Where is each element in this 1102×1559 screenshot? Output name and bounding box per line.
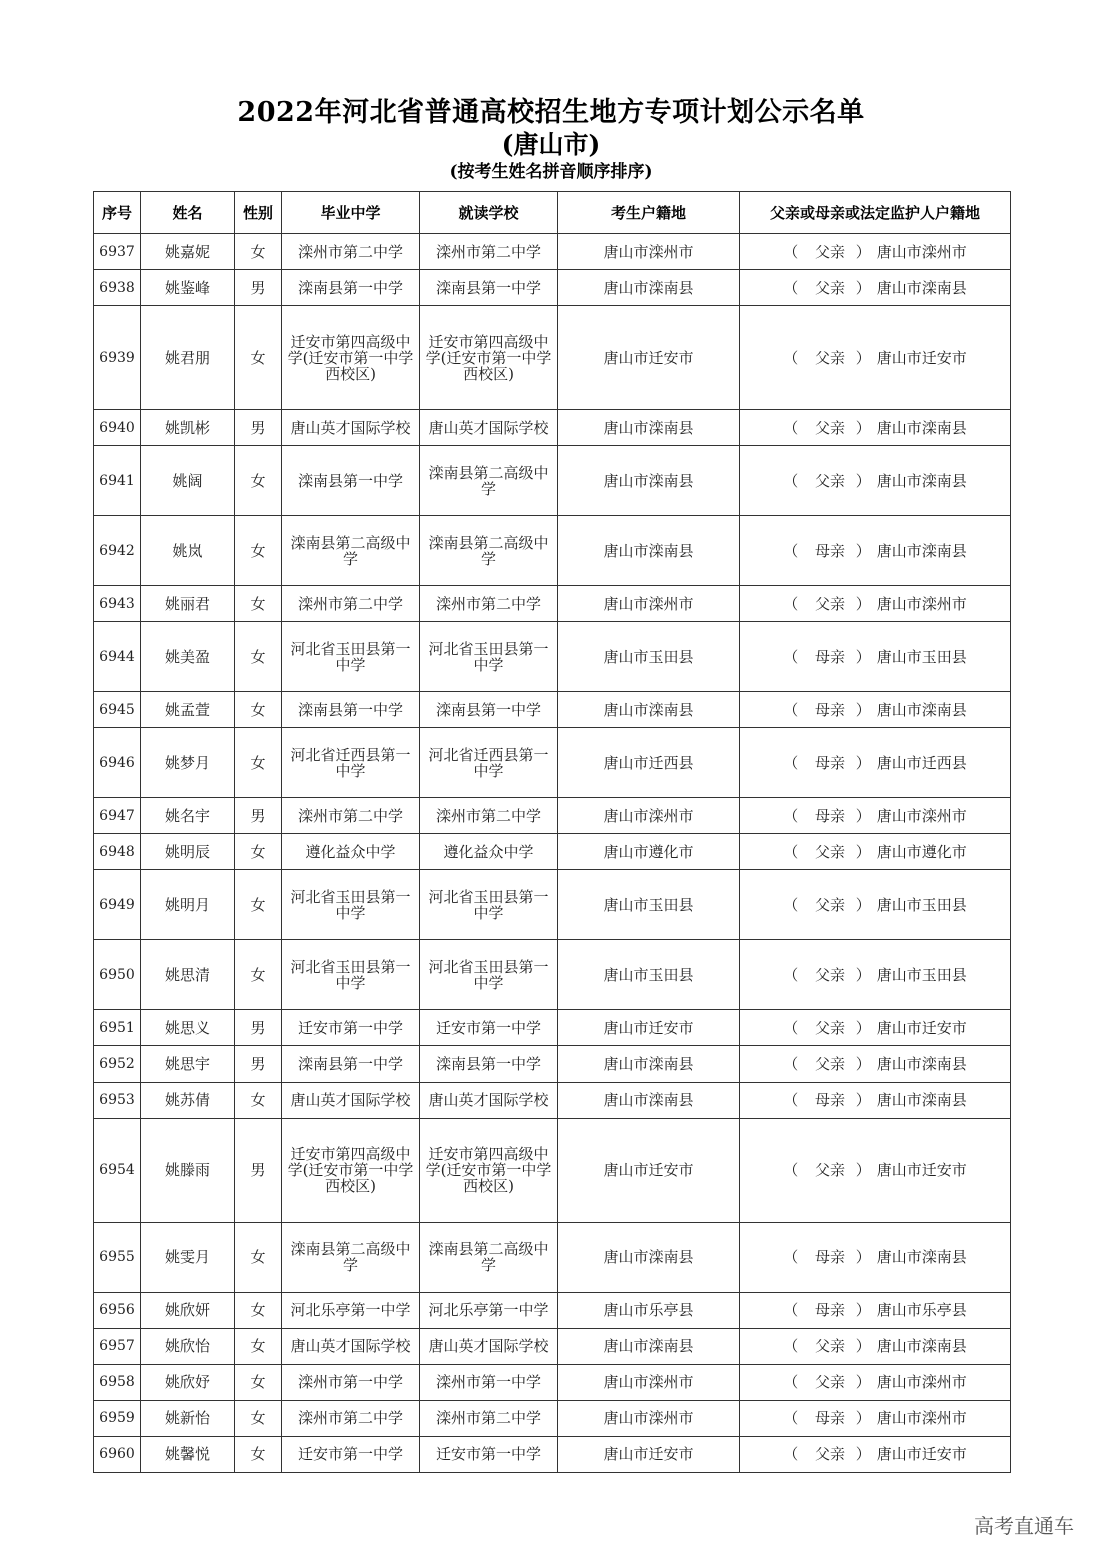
cell-hukou: 唐山市迁安市 xyxy=(558,1010,740,1046)
cell-current-school: 滦州市第二中学 xyxy=(420,798,558,834)
cell-grad-school: 迁安市第四高级中学(迁安市第一中学西校区) xyxy=(282,306,420,410)
cell-hukou: 唐山市滦州市 xyxy=(558,234,740,270)
guardian-location: 唐山市遵化市 xyxy=(876,842,967,861)
guardian-relation: 母亲 xyxy=(814,700,845,719)
cell-name: 姚名宇 xyxy=(141,798,235,834)
cell-name: 姚梦月 xyxy=(141,728,235,798)
city-subtitle: (唐山市) xyxy=(501,130,601,159)
cell-guardian-hukou: （ 父亲 ）唐山市滦州市 xyxy=(740,234,1011,270)
guardian-relation: 父亲 xyxy=(814,278,845,297)
table-row xyxy=(94,692,1011,728)
cell-seq: 6943 xyxy=(94,586,141,622)
cell-current-school: 河北省迁西县第一中学 xyxy=(420,728,558,798)
cell-hukou: 唐山市滦南县 xyxy=(558,516,740,586)
table-row xyxy=(94,1292,1011,1328)
cell-gender: 女 xyxy=(235,1436,282,1472)
table-row xyxy=(94,622,1011,692)
cell-name: 姚欣妍 xyxy=(141,1292,235,1328)
cell-seq: 6955 xyxy=(94,1222,141,1292)
cell-grad-school: 迁安市第一中学 xyxy=(282,1010,420,1046)
cell-grad-school: 滦南县第二高级中学 xyxy=(282,516,420,586)
cell-grad-school: 滦州市第二中学 xyxy=(282,234,420,270)
cell-name: 姚丽君 xyxy=(141,586,235,622)
cell-grad-school: 滦州市第一中学 xyxy=(282,1364,420,1400)
cell-current-school: 滦南县第一中学 xyxy=(420,692,558,728)
cell-guardian-hukou: （ 母亲 ）唐山市迁西县 xyxy=(740,728,1011,798)
cell-guardian-hukou: （ 父亲 ）唐山市迁安市 xyxy=(740,1436,1011,1472)
cell-hukou: 唐山市滦州市 xyxy=(558,1400,740,1436)
table-row xyxy=(94,446,1011,516)
table-row xyxy=(94,1328,1011,1364)
table-row xyxy=(94,1400,1011,1436)
cell-grad-school: 滦州市第二中学 xyxy=(282,586,420,622)
guardian-location: 唐山市玉田县 xyxy=(876,895,967,914)
cell-name: 姚孟萱 xyxy=(141,692,235,728)
cell-hukou: 唐山市滦南县 xyxy=(558,1046,740,1082)
cell-seq: 6939 xyxy=(94,306,141,410)
cell-guardian-hukou: （ 父亲 ）唐山市滦州市 xyxy=(740,586,1011,622)
cell-name: 姚明月 xyxy=(141,870,235,940)
guardian-location: 唐山市滦南县 xyxy=(876,541,967,560)
cell-gender: 女 xyxy=(235,1292,282,1328)
guardian-relation: 母亲 xyxy=(814,1091,845,1110)
cell-grad-school: 河北乐亭第一中学 xyxy=(282,1292,420,1328)
cell-gender: 女 xyxy=(235,940,282,1010)
col-header-gender: 性别 xyxy=(235,192,282,234)
cell-current-school: 滦州市第一中学 xyxy=(420,1364,558,1400)
cell-seq: 6960 xyxy=(94,1436,141,1472)
cell-hukou: 唐山市遵化市 xyxy=(558,834,740,870)
guardian-location: 唐山市滦南县 xyxy=(876,278,967,297)
cell-hukou: 唐山市滦南县 xyxy=(558,446,740,516)
cell-grad-school: 唐山英才国际学校 xyxy=(282,1328,420,1364)
col-header-guardian-hukou: 父亲或母亲或法定监护人户籍地 xyxy=(740,192,1011,234)
cell-current-school: 遵化益众中学 xyxy=(420,834,558,870)
roster-table xyxy=(93,191,1011,1473)
col-header-grad-school: 毕业中学 xyxy=(282,192,420,234)
cell-guardian-hukou: （ 父亲 ）唐山市迁安市 xyxy=(740,1118,1011,1222)
cell-gender: 女 xyxy=(235,728,282,798)
table-row xyxy=(94,1046,1011,1082)
cell-guardian-hukou: （ 父亲 ）唐山市玉田县 xyxy=(740,870,1011,940)
cell-hukou: 唐山市滦州市 xyxy=(558,798,740,834)
cell-grad-school: 河北省玉田县第一中学 xyxy=(282,622,420,692)
guardian-location: 唐山市玉田县 xyxy=(876,965,967,984)
cell-name: 姚美盈 xyxy=(141,622,235,692)
cell-name: 姚欣怡 xyxy=(141,1328,235,1364)
guardian-relation: 母亲 xyxy=(814,541,845,560)
cell-guardian-hukou: （ 母亲 ）唐山市滦南县 xyxy=(740,1222,1011,1292)
guardian-location: 唐山市迁安市 xyxy=(876,1445,967,1464)
col-header-seq: 序号 xyxy=(94,192,141,234)
guardian-location: 唐山市滦州市 xyxy=(876,1409,967,1428)
table-row xyxy=(94,586,1011,622)
cell-guardian-hukou: （ 父亲 ）唐山市滦州市 xyxy=(740,1364,1011,1400)
cell-guardian-hukou: （ 母亲 ）唐山市滦州市 xyxy=(740,798,1011,834)
cell-guardian-hukou: （ 父亲 ）唐山市滦南县 xyxy=(740,270,1011,306)
guardian-location: 唐山市滦州市 xyxy=(876,1373,967,1392)
guardian-location: 唐山市玉田县 xyxy=(876,647,967,666)
cell-hukou: 唐山市迁安市 xyxy=(558,1436,740,1472)
cell-gender: 女 xyxy=(235,446,282,516)
guardian-relation: 父亲 xyxy=(814,1018,845,1037)
cell-seq: 6956 xyxy=(94,1292,141,1328)
cell-hukou: 唐山市滦南县 xyxy=(558,410,740,446)
cell-hukou: 唐山市滦州市 xyxy=(558,586,740,622)
cell-guardian-hukou: （ 母亲 ）唐山市滦州市 xyxy=(740,1400,1011,1436)
guardian-location: 唐山市滦南县 xyxy=(876,1054,967,1073)
cell-gender: 女 xyxy=(235,834,282,870)
table-row xyxy=(94,410,1011,446)
cell-name: 姚岚 xyxy=(141,516,235,586)
cell-grad-school: 唐山英才国际学校 xyxy=(282,1082,420,1118)
guardian-location: 唐山市迁安市 xyxy=(876,348,967,367)
cell-guardian-hukou: （ 父亲 ）唐山市玉田县 xyxy=(740,940,1011,1010)
table-row xyxy=(94,1436,1011,1472)
col-header-name: 姓名 xyxy=(141,192,235,234)
cell-hukou: 唐山市玉田县 xyxy=(558,870,740,940)
cell-grad-school: 滦州市第二中学 xyxy=(282,798,420,834)
cell-name: 姚雯月 xyxy=(141,1222,235,1292)
guardian-relation: 父亲 xyxy=(814,1445,845,1464)
guardian-location: 唐山市滦州市 xyxy=(876,242,967,261)
cell-name: 姚思义 xyxy=(141,1010,235,1046)
cell-current-school: 河北省玉田县第一中学 xyxy=(420,870,558,940)
cell-seq: 6958 xyxy=(94,1364,141,1400)
cell-guardian-hukou: （ 母亲 ）唐山市乐亭县 xyxy=(740,1292,1011,1328)
cell-name: 姚思清 xyxy=(141,940,235,1010)
watermark-text: 高考直通车 xyxy=(974,1514,1074,1538)
guardian-relation: 母亲 xyxy=(814,1248,845,1267)
guardian-location: 唐山市滦南县 xyxy=(876,471,967,490)
cell-guardian-hukou: （ 父亲 ）唐山市滦南县 xyxy=(740,410,1011,446)
page-title: 2022年河北省普通高校招生地方专项计划公示名单 xyxy=(237,97,865,128)
cell-grad-school: 滦南县第二高级中学 xyxy=(282,1222,420,1292)
guardian-relation: 母亲 xyxy=(814,1409,845,1428)
cell-guardian-hukou: （ 父亲 ）唐山市遵化市 xyxy=(740,834,1011,870)
guardian-location: 唐山市滦南县 xyxy=(876,1248,967,1267)
cell-current-school: 河北乐亭第一中学 xyxy=(420,1292,558,1328)
cell-seq: 6948 xyxy=(94,834,141,870)
cell-name: 姚君朋 xyxy=(141,306,235,410)
table-row xyxy=(94,870,1011,940)
cell-hukou: 唐山市滦南县 xyxy=(558,1222,740,1292)
cell-guardian-hukou: （ 母亲 ）唐山市滦南县 xyxy=(740,1082,1011,1118)
cell-name: 姚凯彬 xyxy=(141,410,235,446)
cell-current-school: 滦州市第二中学 xyxy=(420,234,558,270)
cell-gender: 男 xyxy=(235,1010,282,1046)
cell-seq: 6941 xyxy=(94,446,141,516)
guardian-location: 唐山市滦南县 xyxy=(876,418,967,437)
cell-current-school: 唐山英才国际学校 xyxy=(420,410,558,446)
cell-grad-school: 滦南县第一中学 xyxy=(282,692,420,728)
cell-current-school: 滦州市第二中学 xyxy=(420,1400,558,1436)
cell-name: 姚明辰 xyxy=(141,834,235,870)
cell-gender: 女 xyxy=(235,622,282,692)
guardian-relation: 父亲 xyxy=(814,1373,845,1392)
cell-gender: 男 xyxy=(235,410,282,446)
cell-seq: 6949 xyxy=(94,870,141,940)
cell-guardian-hukou: （ 父亲 ）唐山市迁安市 xyxy=(740,306,1011,410)
guardian-location: 唐山市迁西县 xyxy=(876,753,967,772)
cell-seq: 6946 xyxy=(94,728,141,798)
cell-guardian-hukou: （ 父亲 ）唐山市滦南县 xyxy=(740,1328,1011,1364)
cell-gender: 男 xyxy=(235,1046,282,1082)
cell-name: 姚馨悦 xyxy=(141,1436,235,1472)
cell-hukou: 唐山市滦南县 xyxy=(558,692,740,728)
cell-name: 姚阔 xyxy=(141,446,235,516)
table-row xyxy=(94,270,1011,306)
cell-current-school: 滦南县第二高级中学 xyxy=(420,1222,558,1292)
cell-seq: 6942 xyxy=(94,516,141,586)
cell-current-school: 迁安市第四高级中学(迁安市第一中学西校区) xyxy=(420,1118,558,1222)
cell-current-school: 滦南县第二高级中学 xyxy=(420,516,558,586)
guardian-relation: 父亲 xyxy=(814,418,845,437)
cell-grad-school: 滦州市第二中学 xyxy=(282,1400,420,1436)
cell-gender: 女 xyxy=(235,1222,282,1292)
cell-hukou: 唐山市迁安市 xyxy=(558,1118,740,1222)
cell-hukou: 唐山市滦南县 xyxy=(558,1328,740,1364)
cell-hukou: 唐山市乐亭县 xyxy=(558,1292,740,1328)
cell-current-school: 唐山英才国际学校 xyxy=(420,1328,558,1364)
cell-current-school: 滦州市第二中学 xyxy=(420,586,558,622)
table-row xyxy=(94,234,1011,270)
cell-current-school: 唐山英才国际学校 xyxy=(420,1082,558,1118)
cell-grad-school: 河北省迁西县第一中学 xyxy=(282,728,420,798)
cell-current-school: 迁安市第一中学 xyxy=(420,1436,558,1472)
cell-grad-school: 滦南县第一中学 xyxy=(282,270,420,306)
cell-guardian-hukou: （ 母亲 ）唐山市玉田县 xyxy=(740,622,1011,692)
cell-gender: 女 xyxy=(235,1328,282,1364)
guardian-location: 唐山市滦南县 xyxy=(876,700,967,719)
cell-current-school: 滦南县第二高级中学 xyxy=(420,446,558,516)
cell-seq: 6950 xyxy=(94,940,141,1010)
guardian-relation: 父亲 xyxy=(814,895,845,914)
guardian-location: 唐山市滦南县 xyxy=(876,1337,967,1356)
cell-gender: 女 xyxy=(235,1364,282,1400)
cell-grad-school: 滦南县第一中学 xyxy=(282,1046,420,1082)
cell-seq: 6951 xyxy=(94,1010,141,1046)
cell-grad-school: 唐山英才国际学校 xyxy=(282,410,420,446)
guardian-location: 唐山市迁安市 xyxy=(876,1161,967,1180)
sort-note: (按考生姓名拼音顺序排序) xyxy=(449,162,653,182)
guardian-relation: 父亲 xyxy=(814,842,845,861)
table-row xyxy=(94,516,1011,586)
cell-gender: 女 xyxy=(235,870,282,940)
roster-body xyxy=(94,234,1011,1473)
guardian-relation: 父亲 xyxy=(814,1161,845,1180)
cell-guardian-hukou: （ 父亲 ）唐山市迁安市 xyxy=(740,1010,1011,1046)
cell-name: 姚新怡 xyxy=(141,1400,235,1436)
cell-seq: 6945 xyxy=(94,692,141,728)
table-row xyxy=(94,1222,1011,1292)
table-row xyxy=(94,940,1011,1010)
guardian-relation: 父亲 xyxy=(814,471,845,490)
guardian-relation: 母亲 xyxy=(814,647,845,666)
guardian-location: 唐山市迁安市 xyxy=(876,1018,967,1037)
cell-gender: 男 xyxy=(235,270,282,306)
cell-hukou: 唐山市滦南县 xyxy=(558,270,740,306)
guardian-relation: 父亲 xyxy=(814,242,845,261)
guardian-relation: 父亲 xyxy=(814,965,845,984)
cell-guardian-hukou: （ 母亲 ）唐山市滦南县 xyxy=(740,692,1011,728)
cell-current-school: 河北省玉田县第一中学 xyxy=(420,940,558,1010)
col-header-current-school: 就读学校 xyxy=(420,192,558,234)
cell-current-school: 河北省玉田县第一中学 xyxy=(420,622,558,692)
guardian-relation: 母亲 xyxy=(814,753,845,772)
cell-hukou: 唐山市迁西县 xyxy=(558,728,740,798)
cell-name: 姚嘉妮 xyxy=(141,234,235,270)
cell-guardian-hukou: （ 父亲 ）唐山市滦南县 xyxy=(740,1046,1011,1082)
cell-gender: 女 xyxy=(235,234,282,270)
guardian-relation: 父亲 xyxy=(814,1337,845,1356)
cell-seq: 6957 xyxy=(94,1328,141,1364)
cell-gender: 女 xyxy=(235,586,282,622)
table-row xyxy=(94,306,1011,410)
cell-seq: 6952 xyxy=(94,1046,141,1082)
table-row xyxy=(94,798,1011,834)
cell-name: 姚鉴峰 xyxy=(141,270,235,306)
cell-hukou: 唐山市玉田县 xyxy=(558,940,740,1010)
cell-seq: 6940 xyxy=(94,410,141,446)
cell-hukou: 唐山市迁安市 xyxy=(558,306,740,410)
guardian-location: 唐山市滦州市 xyxy=(876,594,967,613)
cell-guardian-hukou: （ 母亲 ）唐山市滦南县 xyxy=(740,516,1011,586)
col-header-hukou: 考生户籍地 xyxy=(558,192,740,234)
cell-grad-school: 迁安市第四高级中学(迁安市第一中学西校区) xyxy=(282,1118,420,1222)
cell-grad-school: 迁安市第一中学 xyxy=(282,1436,420,1472)
cell-name: 姚苏倩 xyxy=(141,1082,235,1118)
cell-name: 姚滕雨 xyxy=(141,1118,235,1222)
cell-grad-school: 滦南县第一中学 xyxy=(282,446,420,516)
cell-name: 姚欣妤 xyxy=(141,1364,235,1400)
cell-seq: 6947 xyxy=(94,798,141,834)
guardian-location: 唐山市滦南县 xyxy=(876,1091,967,1110)
cell-seq: 6959 xyxy=(94,1400,141,1436)
cell-seq: 6944 xyxy=(94,622,141,692)
table-row xyxy=(94,1010,1011,1046)
cell-hukou: 唐山市玉田县 xyxy=(558,622,740,692)
cell-grad-school: 河北省玉田县第一中学 xyxy=(282,940,420,1010)
cell-gender: 女 xyxy=(235,1082,282,1118)
cell-gender: 女 xyxy=(235,516,282,586)
guardian-location: 唐山市滦州市 xyxy=(876,806,967,825)
cell-grad-school: 遵化益众中学 xyxy=(282,834,420,870)
cell-name: 姚思宇 xyxy=(141,1046,235,1082)
guardian-relation: 母亲 xyxy=(814,806,845,825)
table-row xyxy=(94,834,1011,870)
cell-hukou: 唐山市滦州市 xyxy=(558,1364,740,1400)
cell-gender: 男 xyxy=(235,798,282,834)
cell-seq: 6954 xyxy=(94,1118,141,1222)
cell-grad-school: 河北省玉田县第一中学 xyxy=(282,870,420,940)
cell-seq: 6938 xyxy=(94,270,141,306)
cell-gender: 女 xyxy=(235,1400,282,1436)
guardian-relation: 母亲 xyxy=(814,1301,845,1320)
cell-gender: 女 xyxy=(235,692,282,728)
cell-seq: 6953 xyxy=(94,1082,141,1118)
cell-guardian-hukou: （ 父亲 ）唐山市滦南县 xyxy=(740,446,1011,516)
guardian-location: 唐山市乐亭县 xyxy=(876,1301,967,1320)
cell-gender: 男 xyxy=(235,1118,282,1222)
guardian-relation: 父亲 xyxy=(814,594,845,613)
table-row xyxy=(94,1082,1011,1118)
cell-current-school: 迁安市第一中学 xyxy=(420,1010,558,1046)
cell-current-school: 滦南县第一中学 xyxy=(420,1046,558,1082)
table-header-row xyxy=(94,192,1011,234)
guardian-relation: 父亲 xyxy=(814,1054,845,1073)
cell-hukou: 唐山市滦南县 xyxy=(558,1082,740,1118)
table-row xyxy=(94,1118,1011,1222)
cell-gender: 女 xyxy=(235,306,282,410)
table-row xyxy=(94,728,1011,798)
table-row xyxy=(94,1364,1011,1400)
cell-current-school: 迁安市第四高级中学(迁安市第一中学西校区) xyxy=(420,306,558,410)
cell-current-school: 滦南县第一中学 xyxy=(420,270,558,306)
guardian-relation: 父亲 xyxy=(814,348,845,367)
cell-seq: 6937 xyxy=(94,234,141,270)
